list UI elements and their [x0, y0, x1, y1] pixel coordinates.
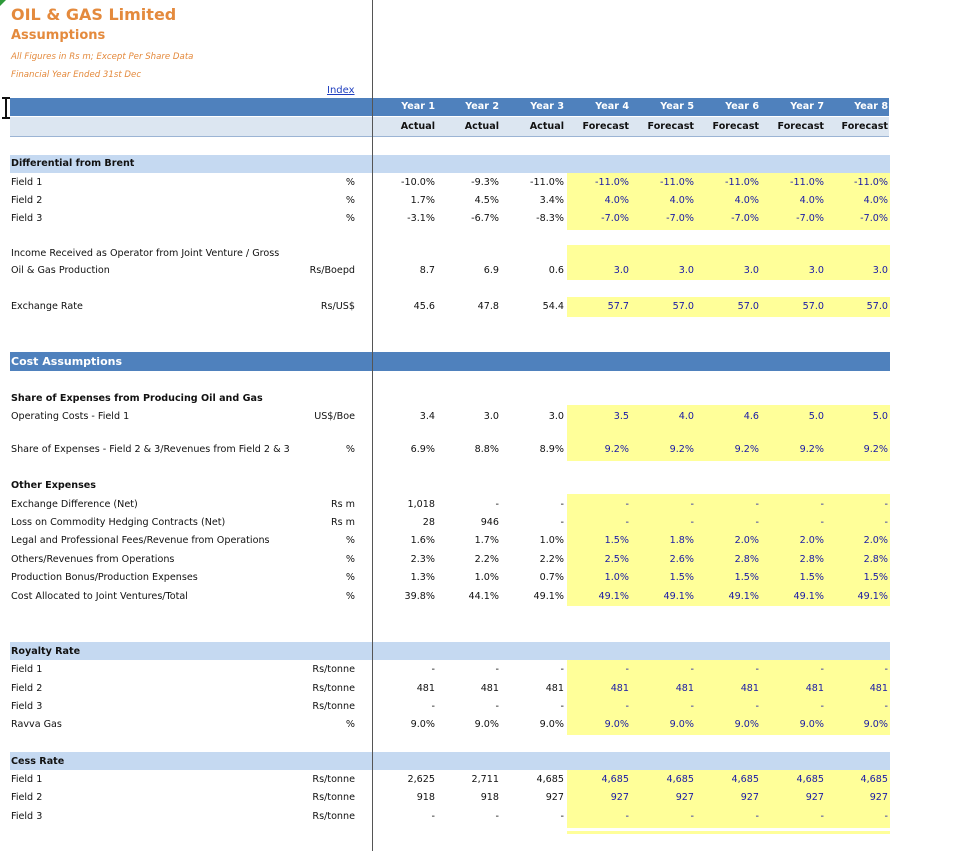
actual-cell[interactable]: - [431, 811, 435, 822]
row-label[interactable]: Field 1 [11, 774, 43, 785]
forecast-cell[interactable]: 4.0% [604, 195, 629, 206]
forecast-cell[interactable]: 49.1% [598, 591, 629, 602]
row-label[interactable]: Field 3 [11, 701, 43, 712]
forecast-cell[interactable]: 2.0% [863, 535, 888, 546]
section-cost-title: Cost Assumptions [11, 355, 123, 368]
row-label[interactable]: Legal and Professional Fees/Revenue from Operations [11, 535, 270, 546]
actual-cell[interactable]: 3.4 [419, 411, 435, 422]
forecast-cell[interactable]: 4,685 [796, 774, 824, 785]
row-unit[interactable]: Rs/tonne [312, 683, 355, 694]
forecast-cell[interactable]: 9.0% [669, 719, 694, 730]
actual-cell[interactable]: 1.3% [410, 572, 435, 583]
forecast-cell[interactable]: -11.0% [595, 177, 629, 188]
actual-cell[interactable]: 0.7% [539, 572, 564, 583]
year-header: Year 4 [595, 101, 629, 112]
forecast-cell[interactable]: -11.0% [725, 177, 759, 188]
forecast-cell[interactable]: - [755, 517, 759, 528]
row-unit[interactable]: Rs/tonne [312, 664, 355, 675]
table-row [0, 195, 960, 209]
index-link[interactable]: Index [327, 85, 355, 96]
forecast-cell[interactable]: 4.0% [669, 195, 694, 206]
forecast-cell[interactable]: - [884, 499, 888, 510]
row-unit[interactable]: Rs/Boepd [309, 265, 355, 276]
actual-cell[interactable]: 47.8 [477, 301, 499, 312]
actual-cell[interactable]: -8.3% [536, 213, 564, 224]
year-header: Year 2 [465, 101, 499, 112]
actual-cell[interactable]: 1.6% [410, 535, 435, 546]
forecast-cell[interactable]: 49.1% [663, 591, 694, 602]
actual-cell[interactable]: 1.7% [474, 535, 499, 546]
table-row [0, 411, 960, 425]
freeze-pane-divider [372, 0, 373, 851]
actual-cell[interactable]: 4.5% [474, 195, 499, 206]
row-unit[interactable]: % [345, 719, 355, 730]
forecast-cell[interactable]: 49.1% [793, 591, 824, 602]
table-row [0, 444, 960, 458]
row-label[interactable]: Oil & Gas Production [11, 265, 110, 276]
year-header: Year 8 [854, 101, 888, 112]
forecast-cell[interactable]: -11.0% [854, 177, 888, 188]
row-unit[interactable]: Rs m [330, 517, 355, 528]
fiscal-year-note: Financial Year Ended 31st Dec [11, 70, 142, 80]
forecast-cell[interactable]: 9.2% [863, 444, 888, 455]
row-unit[interactable]: Rs/tonne [312, 774, 355, 785]
forecast-cell[interactable]: - [690, 811, 694, 822]
period-type-header: Actual [464, 121, 499, 132]
actual-cell[interactable]: 8.7 [419, 265, 435, 276]
units-note: All Figures in Rs m; Except Per Share Data [11, 52, 194, 62]
forecast-cell[interactable]: 57.0 [802, 301, 824, 312]
actual-cell[interactable]: 1.0% [539, 535, 564, 546]
forecast-cell[interactable]: - [755, 664, 759, 675]
forecast-cell[interactable]: 4.0% [799, 195, 824, 206]
forecast-cell[interactable]: 3.0 [808, 265, 824, 276]
actual-cell[interactable]: 2.3% [410, 554, 435, 565]
row-unit[interactable]: Rs/US$ [320, 301, 355, 312]
actual-cell[interactable]: 0.6 [548, 265, 564, 276]
actual-cell[interactable]: 44.1% [468, 591, 499, 602]
table-row [0, 535, 960, 549]
row-label[interactable]: Loss on Commodity Hedging Contracts (Net) [11, 517, 226, 528]
table-row [0, 792, 960, 806]
table-row [0, 719, 960, 733]
forecast-cell[interactable]: 481 [740, 683, 759, 694]
table-row [0, 664, 960, 678]
actual-cell[interactable]: 481 [416, 683, 435, 694]
actual-cell[interactable]: - [495, 701, 499, 712]
forecast-cell[interactable]: - [820, 517, 824, 528]
forecast-cell[interactable]: 2.0% [734, 535, 759, 546]
row-label[interactable]: Production Bonus/Production Expenses [11, 572, 198, 583]
year-header: Year 5 [660, 101, 694, 112]
actual-cell[interactable]: 481 [545, 683, 564, 694]
forecast-cell[interactable]: 481 [610, 683, 629, 694]
forecast-cell[interactable]: 4,685 [601, 774, 629, 785]
forecast-cell[interactable]: 2.8% [799, 554, 824, 565]
year-header: Year 3 [530, 101, 564, 112]
actual-cell[interactable]: -6.7% [471, 213, 499, 224]
row-label[interactable]: Field 2 [11, 195, 43, 206]
actual-cell[interactable]: - [560, 499, 564, 510]
actual-cell[interactable]: 2.2% [539, 554, 564, 565]
row-label[interactable]: Exchange Difference (Net) [11, 499, 138, 510]
forecast-cell[interactable]: - [690, 701, 694, 712]
row-unit[interactable]: Rs m [330, 499, 355, 510]
forecast-cell[interactable]: 1.8% [669, 535, 694, 546]
actual-cell[interactable]: 49.1% [533, 591, 564, 602]
period-type-header: Actual [529, 121, 564, 132]
period-type-header: Forecast [582, 121, 629, 132]
actual-cell[interactable]: - [560, 664, 564, 675]
row-label[interactable]: Field 3 [11, 213, 43, 224]
forecast-cell[interactable]: 927 [869, 792, 888, 803]
actual-cell[interactable]: 28 [422, 517, 435, 528]
actual-cell[interactable]: - [495, 499, 499, 510]
forecast-cell[interactable]: - [820, 499, 824, 510]
table-row [0, 301, 960, 315]
row-unit[interactable]: US$/Boe [314, 411, 355, 422]
actual-cell[interactable]: 1.7% [410, 195, 435, 206]
table-row [0, 517, 960, 531]
forecast-cell[interactable]: 3.5 [613, 411, 629, 422]
forecast-cell[interactable]: - [755, 499, 759, 510]
forecast-cell[interactable]: - [820, 811, 824, 822]
forecast-cell[interactable]: 4,685 [731, 774, 759, 785]
forecast-cell[interactable]: 1.5% [734, 572, 759, 583]
forecast-cell[interactable]: 4,685 [666, 774, 694, 785]
company-title: OIL & GAS Limited [11, 5, 177, 24]
table-row [0, 554, 960, 568]
forecast-cell[interactable]: - [690, 664, 694, 675]
table-row [0, 177, 960, 191]
forecast-cell[interactable]: 49.1% [857, 591, 888, 602]
forecast-cell[interactable]: 927 [610, 792, 629, 803]
actual-cell[interactable]: 2.2% [474, 554, 499, 565]
row-label[interactable]: Field 2 [11, 683, 43, 694]
forecast-cell[interactable]: - [625, 664, 629, 675]
forecast-cell[interactable]: 5.0 [872, 411, 888, 422]
other-expenses-heading: Other Expenses [11, 480, 97, 491]
section-band-cess [10, 752, 890, 770]
share-expenses-heading: Share of Expenses from Producing Oil and Gas [11, 393, 263, 404]
row-label[interactable]: Field 3 [11, 811, 43, 822]
year-header: Year 6 [725, 101, 759, 112]
forecast-cell[interactable]: 4,685 [860, 774, 888, 785]
actual-cell[interactable]: 481 [480, 683, 499, 694]
forecast-cell[interactable]: 4.0 [678, 411, 694, 422]
actual-cell[interactable]: 39.8% [404, 591, 435, 602]
forecast-cell[interactable]: 481 [675, 683, 694, 694]
forecast-cell[interactable]: 57.7 [607, 301, 629, 312]
table-row [0, 774, 960, 788]
table-row [0, 683, 960, 697]
actual-cell[interactable]: 1,018 [407, 499, 435, 510]
actual-cell[interactable]: 3.0 [548, 411, 564, 422]
actual-cell[interactable]: 8.8% [474, 444, 499, 455]
forecast-cell[interactable]: 9.0% [604, 719, 629, 730]
table-row [0, 499, 960, 513]
forecast-cell[interactable]: 1.5% [799, 572, 824, 583]
table-row [0, 265, 960, 279]
forecast-cell[interactable]: 1.5% [669, 572, 694, 583]
row-unit[interactable]: % [345, 554, 355, 565]
forecast-cell[interactable]: 2.0% [799, 535, 824, 546]
actual-cell[interactable]: 6.9% [410, 444, 435, 455]
row-label[interactable]: Field 2 [11, 792, 43, 803]
row-unit[interactable]: Rs/tonne [312, 811, 355, 822]
forecast-cell[interactable]: 5.0 [808, 411, 824, 422]
row-unit[interactable]: Rs/tonne [312, 701, 355, 712]
forecast-cell[interactable]: - [884, 517, 888, 528]
period-type-header: Forecast [777, 121, 824, 132]
forecast-cell[interactable]: 9.2% [734, 444, 759, 455]
actual-cell[interactable]: - [495, 664, 499, 675]
forecast-cell[interactable]: - [820, 664, 824, 675]
forecast-cell[interactable]: 9.2% [799, 444, 824, 455]
forecast-cell[interactable]: 481 [805, 683, 824, 694]
forecast-cell[interactable]: - [820, 701, 824, 712]
forecast-cell[interactable]: 9.2% [604, 444, 629, 455]
actual-cell[interactable]: -11.0% [530, 177, 564, 188]
actual-cell[interactable]: 8.9% [539, 444, 564, 455]
forecast-cell[interactable]: 4.0% [863, 195, 888, 206]
forecast-cell[interactable]: 9.2% [669, 444, 694, 455]
year-header: Year 7 [790, 101, 824, 112]
section-royalty-title: Royalty Rate [11, 646, 81, 657]
forecast-cell[interactable]: - [625, 499, 629, 510]
actual-cell[interactable]: 9.0% [410, 719, 435, 730]
forecast-cell[interactable]: 481 [869, 683, 888, 694]
forecast-cell[interactable]: 3.0 [743, 265, 759, 276]
actual-cell[interactable]: - [431, 701, 435, 712]
section-differential-title: Differential from Brent [11, 158, 135, 169]
row-label[interactable]: Exchange Rate [11, 301, 83, 312]
row-unit[interactable]: % [345, 591, 355, 602]
actual-cell[interactable]: -3.1% [407, 213, 435, 224]
forecast-cell[interactable]: -11.0% [660, 177, 694, 188]
actual-cell[interactable]: 1.0% [474, 572, 499, 583]
year-header: Year 1 [401, 101, 435, 112]
forecast-cell[interactable]: 57.0 [672, 301, 694, 312]
forecast-cell[interactable]: - [884, 701, 888, 712]
row-label[interactable]: Others/Revenues from Operations [11, 554, 175, 565]
row-label[interactable]: Cost Allocated to Joint Ventures/Total [11, 591, 188, 602]
forecast-cell[interactable]: 9.0% [799, 719, 824, 730]
actual-cell[interactable]: -9.3% [471, 177, 499, 188]
period-type-header: Actual [400, 121, 435, 132]
actual-cell[interactable]: 946 [480, 517, 499, 528]
period-type-header: Forecast [647, 121, 694, 132]
row-label[interactable]: Share of Expenses - Field 2 & 3/Revenues from Field 2 & 3 [11, 444, 290, 455]
forecast-cell[interactable]: 57.0 [737, 301, 759, 312]
section-cess-title: Cess Rate [11, 756, 65, 767]
actual-cell[interactable]: 9.0% [539, 719, 564, 730]
actual-cell[interactable]: - [560, 701, 564, 712]
table-row [0, 572, 960, 586]
actual-cell[interactable]: 2,711 [471, 774, 499, 785]
forecast-cell[interactable]: - [625, 701, 629, 712]
table-row [0, 701, 960, 715]
row-label[interactable]: Operating Costs - Field 1 [11, 411, 130, 422]
forecast-cell[interactable]: - [755, 701, 759, 712]
forecast-cell[interactable]: - [884, 811, 888, 822]
actual-cell[interactable]: -10.0% [401, 177, 435, 188]
row-unit[interactable]: Rs/tonne [312, 792, 355, 803]
forecast-cell[interactable]: 9.0% [734, 719, 759, 730]
forecast-cell[interactable]: 927 [805, 792, 824, 803]
forecast-cell[interactable]: -7.0% [731, 213, 759, 224]
section-band-royalty [10, 642, 890, 660]
table-row [0, 213, 960, 227]
row-label[interactable]: Ravva Gas [11, 719, 62, 730]
actual-cell[interactable]: 4,685 [536, 774, 564, 785]
actual-cell[interactable]: 9.0% [474, 719, 499, 730]
actual-cell[interactable]: 3.4% [539, 195, 564, 206]
forecast-block [567, 831, 890, 834]
row-unit[interactable]: % [345, 444, 355, 455]
actual-cell[interactable]: 54.4 [542, 301, 564, 312]
row-unit[interactable]: % [345, 177, 355, 188]
section-band-cost [10, 352, 890, 371]
period-type-header: Forecast [712, 121, 759, 132]
forecast-cell[interactable]: 927 [675, 792, 694, 803]
forecast-cell[interactable]: 3.0 [678, 265, 694, 276]
forecast-cell[interactable]: - [690, 499, 694, 510]
forecast-cell[interactable]: -7.0% [796, 213, 824, 224]
actual-cell[interactable]: - [560, 811, 564, 822]
forecast-cell[interactable]: 927 [740, 792, 759, 803]
forecast-cell[interactable]: 9.0% [863, 719, 888, 730]
forecast-cell[interactable]: - [625, 811, 629, 822]
forecast-cell[interactable]: -7.0% [860, 213, 888, 224]
actual-cell[interactable]: - [495, 811, 499, 822]
cell-marker [0, 0, 6, 6]
row-label[interactable]: Field 1 [11, 177, 43, 188]
sheet-subtitle: Assumptions [11, 28, 106, 43]
row-unit[interactable]: % [345, 535, 355, 546]
actual-cell[interactable]: - [560, 517, 564, 528]
row-unit[interactable]: % [345, 213, 355, 224]
forecast-cell[interactable]: 49.1% [728, 591, 759, 602]
forecast-cell[interactable]: -11.0% [790, 177, 824, 188]
actual-cell[interactable]: 2,625 [407, 774, 435, 785]
forecast-cell[interactable]: -7.0% [601, 213, 629, 224]
forecast-cell[interactable]: 1.0% [604, 572, 629, 583]
forecast-cell[interactable]: 1.5% [863, 572, 888, 583]
row-unit[interactable]: % [345, 195, 355, 206]
row-unit[interactable]: % [345, 572, 355, 583]
forecast-cell[interactable]: - [625, 517, 629, 528]
actual-cell[interactable]: 45.6 [413, 301, 435, 312]
forecast-cell[interactable]: - [755, 811, 759, 822]
actual-cell[interactable]: 918 [416, 792, 435, 803]
forecast-cell[interactable]: 1.5% [604, 535, 629, 546]
forecast-cell[interactable]: 57.0 [866, 301, 888, 312]
text-cursor-icon [0, 97, 10, 119]
forecast-cell[interactable]: 4.0% [734, 195, 759, 206]
actual-cell[interactable]: 927 [545, 792, 564, 803]
income-label-line1: Income Received as Operator from Joint Venture / Gross [11, 248, 280, 259]
row-label[interactable]: Field 1 [11, 664, 43, 675]
forecast-cell[interactable]: 3.0 [872, 265, 888, 276]
table-row [0, 811, 960, 825]
forecast-cell[interactable]: 2.8% [863, 554, 888, 565]
actual-cell[interactable]: - [431, 664, 435, 675]
forecast-cell[interactable]: 2.5% [604, 554, 629, 565]
actual-cell[interactable]: 3.0 [483, 411, 499, 422]
forecast-cell[interactable]: -7.0% [666, 213, 694, 224]
actual-cell[interactable]: 918 [480, 792, 499, 803]
forecast-cell[interactable]: - [690, 517, 694, 528]
forecast-cell[interactable]: 2.6% [669, 554, 694, 565]
forecast-cell[interactable]: 2.8% [734, 554, 759, 565]
actual-cell[interactable]: 6.9 [483, 265, 499, 276]
section-band-differential [10, 155, 890, 173]
forecast-cell[interactable]: 4.6 [743, 411, 759, 422]
forecast-cell[interactable]: - [884, 664, 888, 675]
period-type-header: Forecast [841, 121, 888, 132]
table-row [0, 591, 960, 605]
forecast-cell[interactable]: 3.0 [613, 265, 629, 276]
